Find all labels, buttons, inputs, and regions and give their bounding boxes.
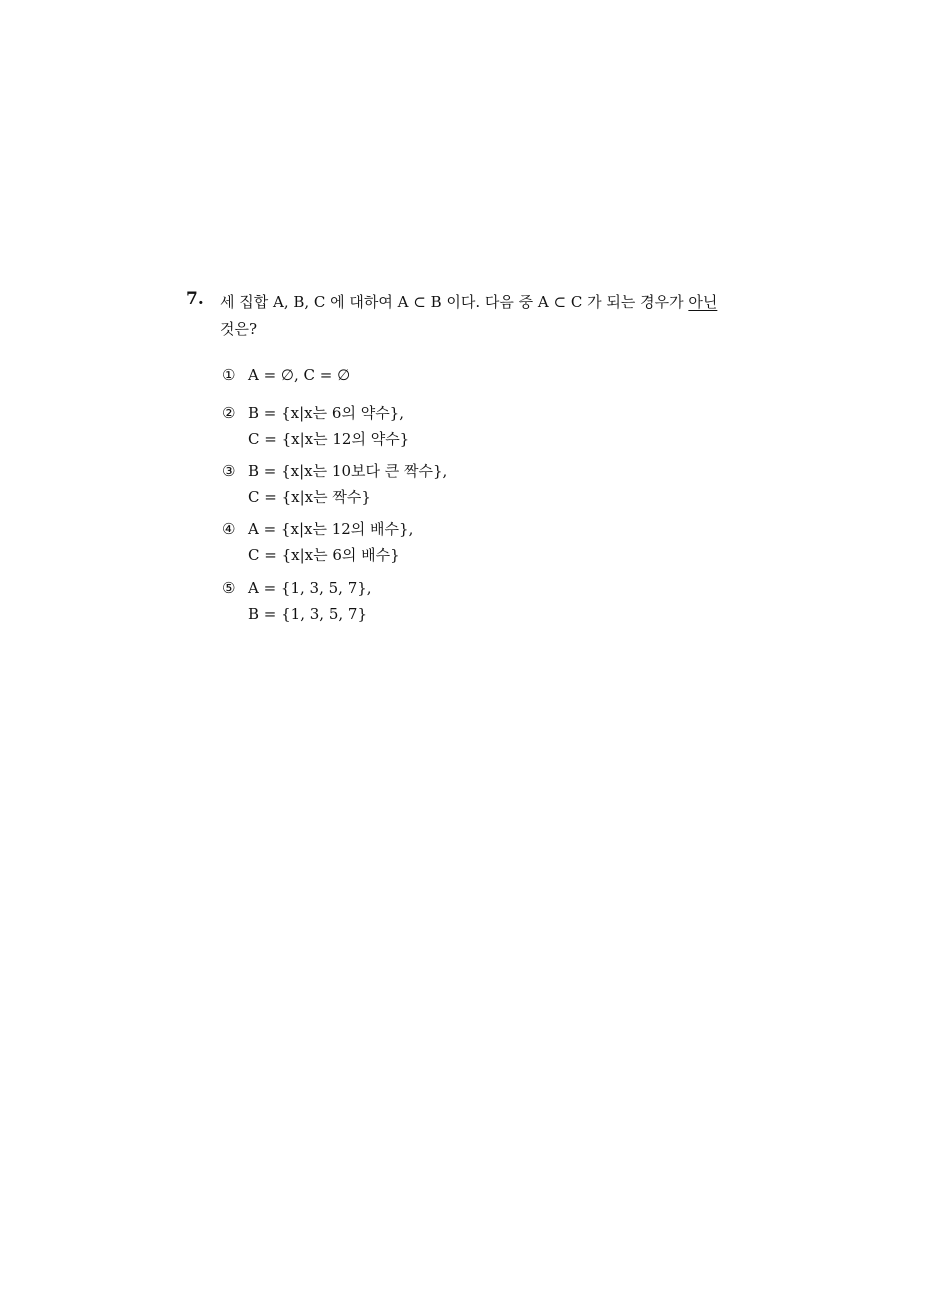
choice-3[interactable] bbox=[222, 458, 447, 510]
choice-line-2: B = {1, 3, 5, 7} bbox=[248, 605, 367, 623]
choice-marker: ④ bbox=[222, 520, 236, 538]
choice-2[interactable] bbox=[222, 400, 409, 452]
stem-line-2: 것은? bbox=[220, 320, 258, 338]
choice-line-1: A = {x|x는 12의 배수}, bbox=[248, 520, 414, 538]
question-number: 7. bbox=[186, 289, 204, 309]
choice-line-1: B = {x|x는 10보다 큰 짝수}, bbox=[248, 462, 448, 480]
stem-line-1 bbox=[220, 289, 760, 316]
stem-text: 세 집합 A, B, C 에 대하여 A ⊂ B 이다. 다음 중 A ⊂ C 가 되는 경우가 bbox=[220, 293, 689, 311]
choice-5[interactable] bbox=[222, 575, 372, 627]
choice-marker: ⑤ bbox=[222, 579, 236, 597]
choice-1[interactable] bbox=[222, 362, 350, 388]
stem-underlined-word: 아닌 bbox=[688, 293, 718, 311]
choice-line-1: A = ∅, C = ∅ bbox=[248, 366, 351, 384]
question-stem bbox=[220, 289, 760, 343]
choice-line-2: C = {x|x는 6의 배수} bbox=[248, 546, 400, 564]
choice-marker: ③ bbox=[222, 462, 236, 480]
choice-marker: ① bbox=[222, 366, 236, 384]
choice-line-2: C = {x|x는 12의 약수} bbox=[248, 430, 410, 448]
choice-marker: ② bbox=[222, 404, 236, 422]
choice-4[interactable] bbox=[222, 516, 413, 568]
choice-line-1: A = {1, 3, 5, 7}, bbox=[248, 579, 372, 597]
choice-line-1: B = {x|x는 6의 약수}, bbox=[248, 404, 404, 422]
choice-line-2: C = {x|x는 짝수} bbox=[248, 488, 371, 506]
